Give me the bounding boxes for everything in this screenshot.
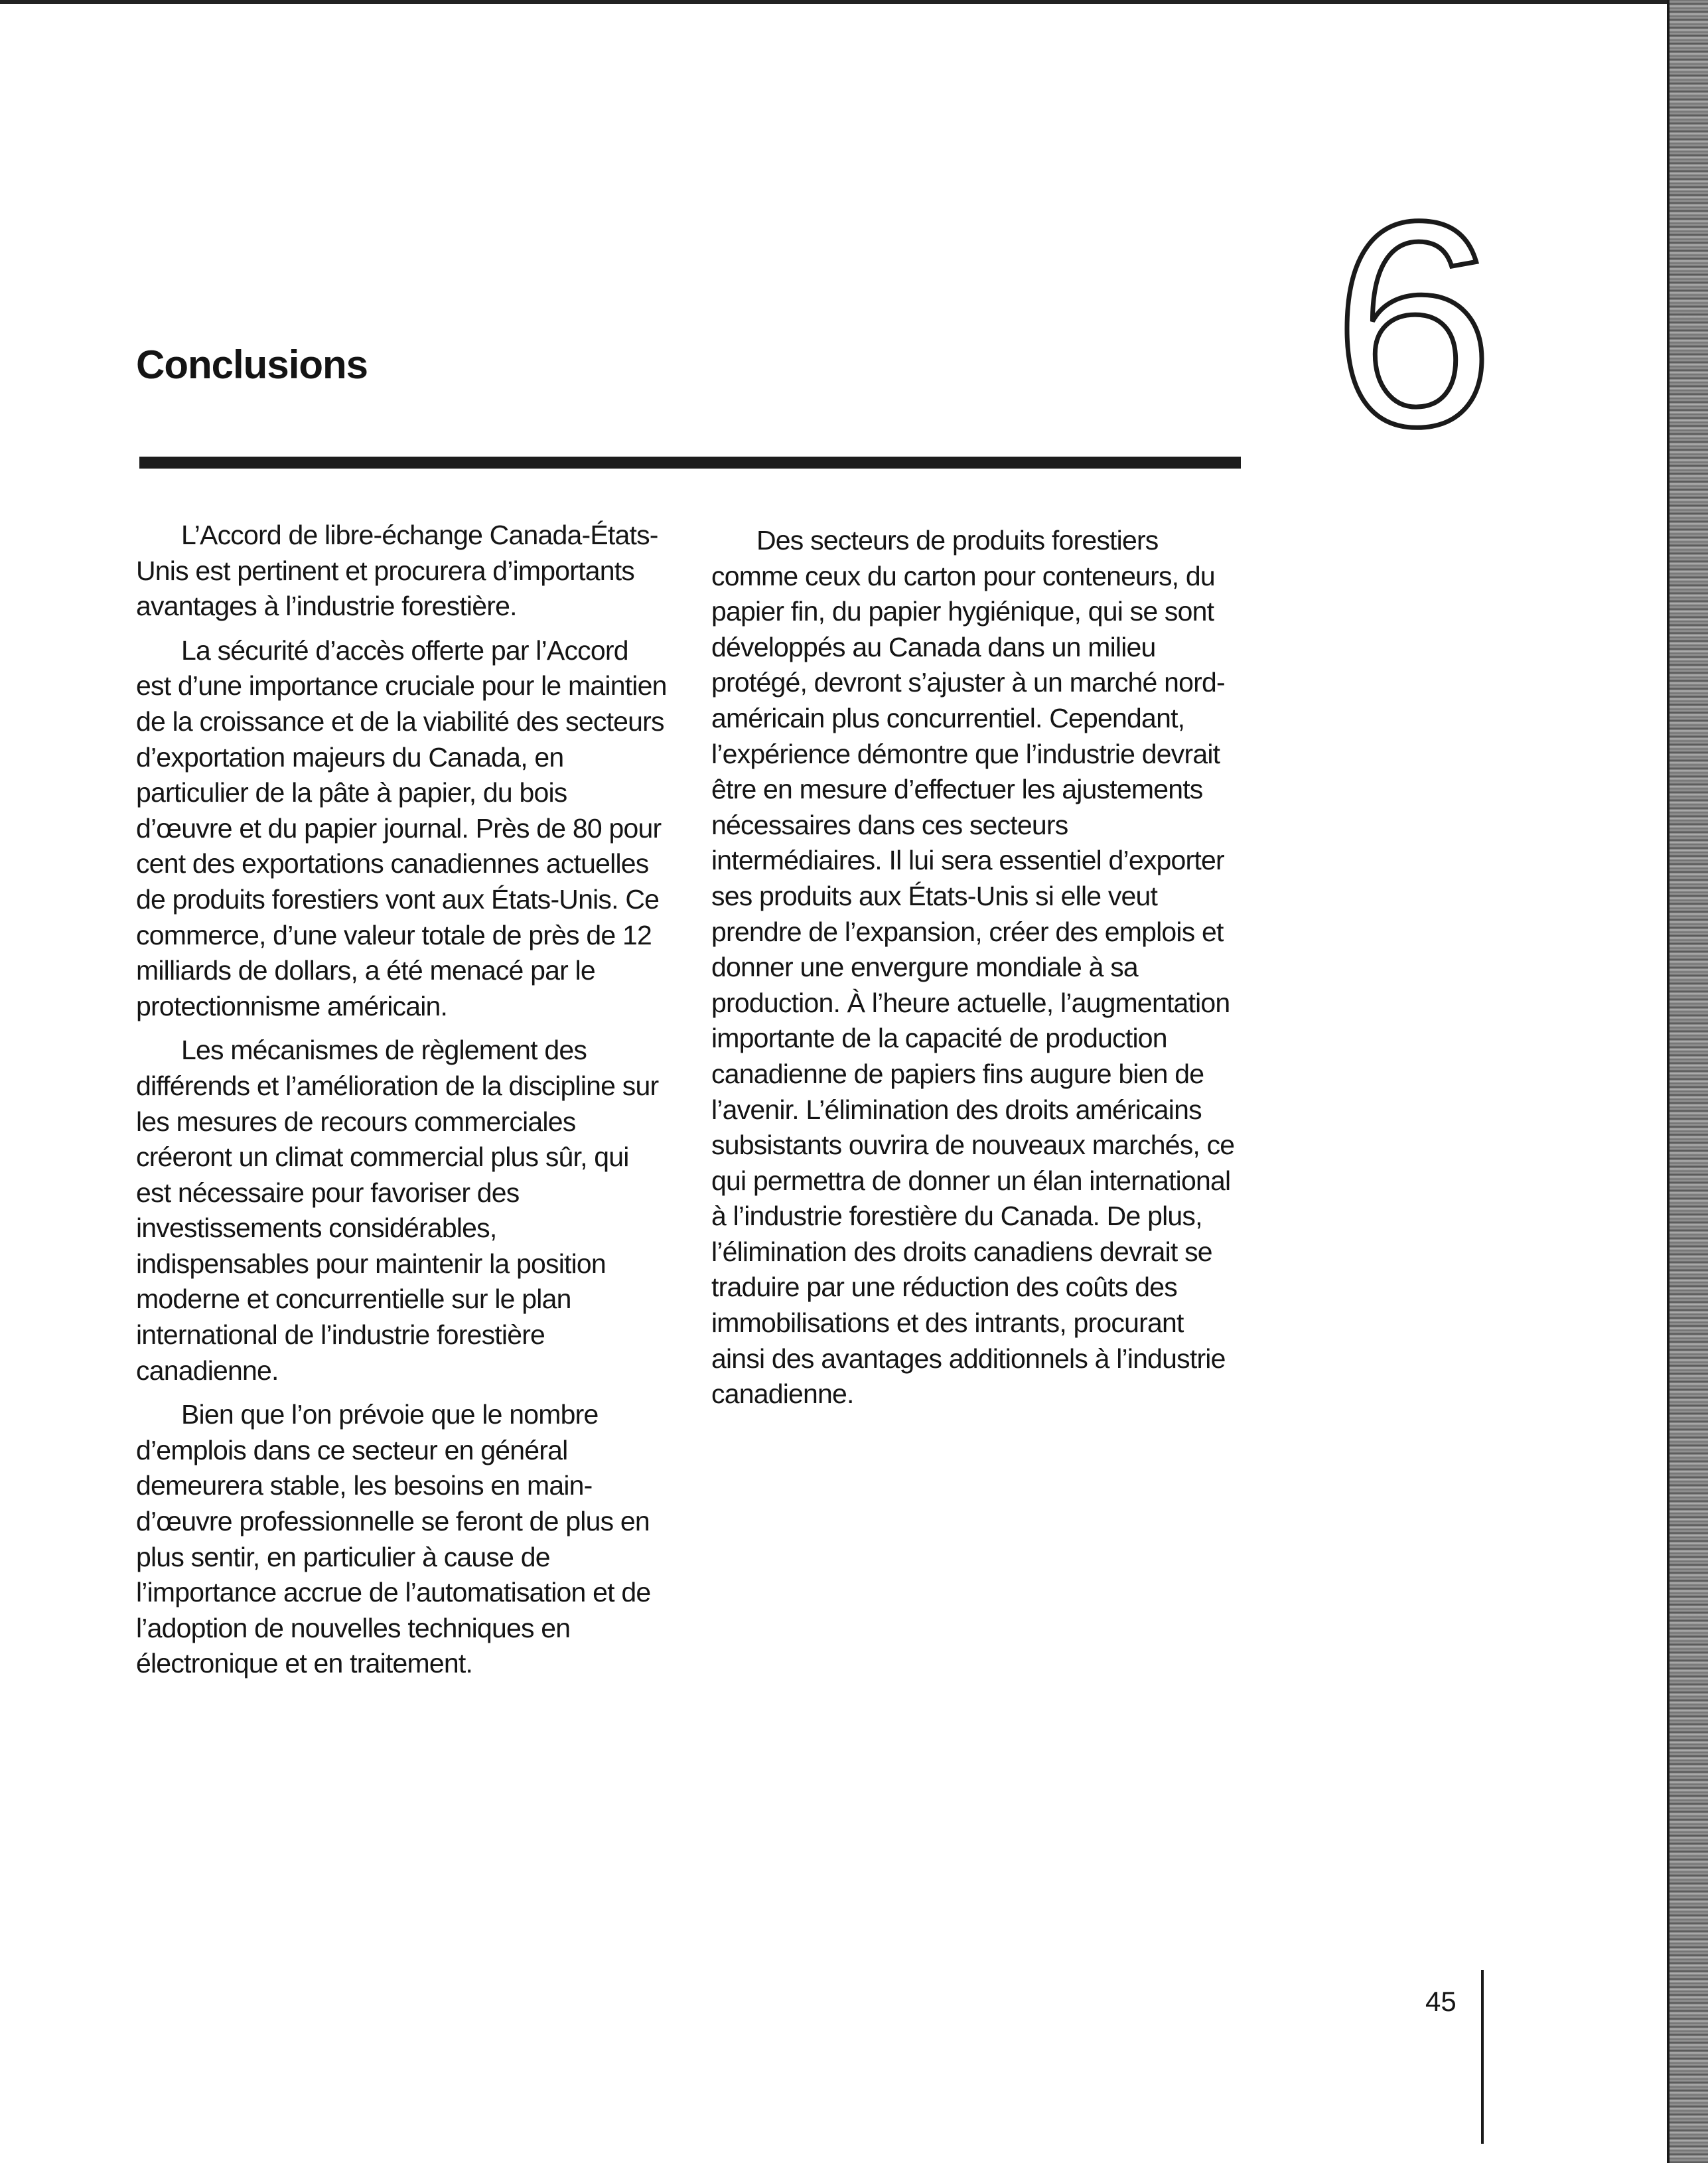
paragraph: Des secteurs de produits forestiers comme ceux du carton pour conteneurs, du papier fin, du papier hygiénique, qui se sont développés au Canada dans un milieu protégé, devront s’ajuster à un marché nord-américain plus concurrentiel. Cependant, l’expérience démontre que l’industrie devrait être en mesure d’effectuer les ajustements nécessaires dans ces secteurs intermédiaires. Il lui sera essentiel d’exporter ses produits aux États-Unis si elle veut prendre de l’expansion, créer des emplois et donner une envergure mondiale à sa production. À l’heure actuelle, l’augmentation importante de la capacité de production canadienne de papiers fins augure bien de l’avenir. L’élimination des droits américains subsistants ouvrira de nouveaux marchés, ce qui permettra de donner un élan international à l’industrie forestière du Canada. De plus, l’élimination des droits canadiens devrait se traduire par une réduction des coûts des immobilisations et des intrants, procurant ainsi des avantages additionnels à l’industrie canadienne. (711, 525, 1235, 1410)
chapter-number (1334, 199, 1493, 451)
title-rule (139, 457, 1241, 469)
paragraph: La sécurité d’accès offerte par l’Accord est d’une importance cruciale pour le maintien de la croissance et de la viabilité des secteurs d’exportation majeurs du Canada, en particulier de la pâte à papier, du bois d’œuvre et du papier journal. Près de 80 pour cent des exportations canadiennes actuelles de produits forestiers vont aux États-Unis. Ce commerce, d’une valeur totale de près de 12 milliards de dollars, a été menacé par le protectionnisme américain. (136, 634, 667, 1021)
paragraph: Bien que l’on prévoie que le nombre d’emplois dans ce secteur en général demeurera stable, les besoins en main-d’œuvre professionnelle se feront de plus en plus sentir, en particulier à cause de l’importance accrue de l’automatisation et de l’adoption de nouvelles techniques en électronique et en traitement. (136, 1399, 651, 1679)
paragraph: L’Accord de libre-échange Canada-États-Unis est pertinent et procurera d’importants avantages à l’industrie forestière. (136, 520, 658, 622)
paragraph: Les mécanismes de règlement des différends et l’amélioration de la discipline sur les mesures de recours commerciales créeront un climat commercial plus sûr, qui est nécessaire pour favoriser des investissements considérables, indispensables pour maintenir la position moderne et concurrentielle sur le plan international de l’industrie forestière canadienne. (136, 1035, 659, 1386)
top-rule (0, 0, 1672, 4)
right-column (711, 523, 1242, 1421)
left-column (136, 518, 667, 1690)
page-number: 45 (1425, 1986, 1457, 2017)
chapter-title: Conclusions (136, 342, 368, 387)
page-margin-bar (1481, 1970, 1484, 2144)
scanned-page-edge (1670, 0, 1708, 2163)
chapter-number-text: 6 (1334, 199, 1493, 451)
